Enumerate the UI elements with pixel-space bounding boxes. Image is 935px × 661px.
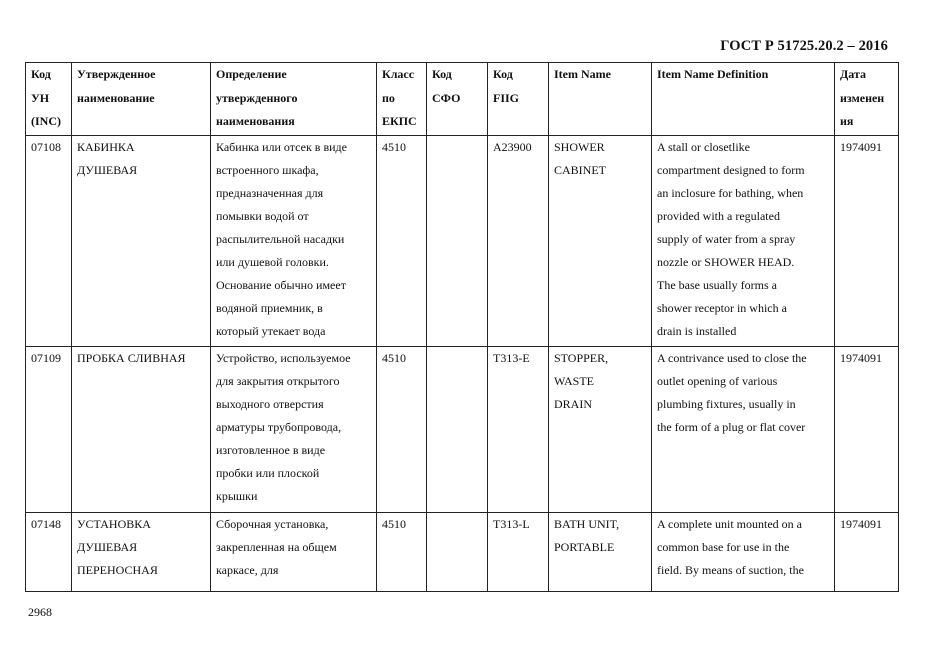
cell-line: field. By means of suction, the [657,563,804,577]
header-text [31,63,67,134]
header-line: Утвержденное [77,67,156,81]
header-line: FIIG [493,90,520,105]
cell-line: 1974091 [840,351,882,365]
inc-cell [26,347,72,513]
document-header: ГОСТ Р 51725.20.2 – 2016 [720,38,888,54]
header-text [77,63,206,110]
header-line: утвержденного [216,90,298,105]
table-row [26,136,899,347]
cell-line: помывки водой от [216,209,309,223]
header-line: ЕКПС [382,114,417,128]
cell-line: предназначенная для [216,186,324,200]
sfo-code-cell [427,347,488,513]
cell-line: УСТАНОВКА [77,517,151,531]
cell-line: outlet opening of various [657,374,778,388]
header-line: Код [31,67,51,81]
item-name-cell [549,513,652,592]
header-line: изменен [840,90,885,105]
header-line: Код [493,67,513,81]
fiig-code-cell [488,136,549,347]
cell-line: nozzle or SHOWER HEAD. [657,255,795,269]
approved-name-cell [72,136,211,347]
col-header-name-definition-ru [211,63,377,136]
header-line: Item Name Definition [657,67,769,81]
cell-line: 1974091 [840,140,882,154]
header-line: Код [432,67,452,81]
cell-line: A stall or closetlike [657,140,750,154]
cell-line: КАБИНКА [77,140,135,154]
sfo-code-cell [427,513,488,592]
table-row [26,513,899,592]
cell-line: водяной приемник, в [216,301,323,315]
cell-line: 07148 [31,517,61,531]
cell-line: A complete unit mounted on a [657,517,802,531]
header-line: наименование [77,90,155,105]
header-text [657,63,830,87]
change-date-cell [835,513,899,592]
change-date-cell [835,136,899,347]
item-name-definition-cell [652,136,835,347]
table-row [26,347,899,513]
cell-line: A23900 [493,140,532,154]
cell-line: T313-L [493,517,530,531]
cell-line: the form of a plug or flat cover [657,420,806,434]
cell-line: an inclosure for bathing, when [657,186,804,200]
cell-line: BATH UNIT, [554,517,620,531]
name-definition-ru-cell [211,136,377,347]
col-header-fiig-code [488,63,549,136]
cell-line: Основание обычно имеет [216,278,346,292]
header-line: Определение [216,67,287,81]
col-header-item-name-definition [652,63,835,136]
cell-line: DRAIN [554,397,592,411]
name-definition-ru-cell [211,513,377,592]
inc-cell [26,513,72,592]
fiig-code-cell [488,513,549,592]
page-number: 2968 [28,605,52,619]
cell-line: 07108 [31,140,61,154]
cell-line: 1974091 [840,517,882,531]
header-text [840,63,894,134]
col-header-inc [26,63,72,136]
change-date-cell [835,347,899,513]
col-header-ekps-class [377,63,427,136]
header-line: УН [31,90,50,105]
col-header-change-date [835,63,899,136]
cell-line: ПРОБКА СЛИВНАЯ [77,351,186,365]
name-definition-ru-cell [211,347,377,513]
header-text [432,63,483,110]
cell-line: common base for use in the [657,540,790,554]
ekps-class-cell [377,513,427,592]
table-header-row [26,63,899,136]
cell-line: арматуры трубопровода, [216,420,342,434]
cell-line: ДУШЕВАЯ [77,540,138,554]
cell-line: shower receptor in which a [657,301,787,315]
cell-line: встроенного шкафа, [216,163,319,177]
cell-line: 4510 [382,140,406,154]
cell-line: 07109 [31,351,61,365]
col-header-item-name [549,63,652,136]
cell-line: распылительной насадки [216,232,345,246]
inc-cell [26,136,72,347]
header-line: Item Name [554,67,611,81]
item-name-definition-cell [652,347,835,513]
cell-line: ДУШЕВАЯ [77,163,138,177]
item-name-definition-cell [652,513,835,592]
cell-line: PORTABLE [554,540,615,554]
cell-line: или душевой головки. [216,255,329,269]
cell-line: закрепленная на общем [216,540,337,554]
ekps-class-cell [377,347,427,513]
cell-line: каркасе, для [216,563,279,577]
header-line: (INC) [31,114,61,128]
cell-line: ПЕРЕНОСНАЯ [77,563,158,577]
cell-line: WASTE [554,374,594,388]
cell-line: 4510 [382,351,406,365]
cell-line: Кабинка или отсек в виде [216,140,347,154]
approved-name-cell [72,513,211,592]
cell-line: CABINET [554,163,606,177]
cell-line: The base usually forms a [657,278,777,292]
cell-line: plumbing fixtures, usually in [657,397,796,411]
cell-line: Сборочная установка, [216,517,329,531]
cell-line: SHOWER [554,140,605,154]
cell-line: изготовленное в виде [216,443,326,457]
header-line: по [382,90,395,105]
cell-line: который утекает вода [216,324,326,338]
cell-line: для закрытия открытого [216,374,340,388]
cell-line: пробки или плоской [216,466,320,480]
ekps-class-cell [377,136,427,347]
col-header-sfo-code [427,63,488,136]
cell-line: STOPPER, [554,351,609,365]
cell-line: крышки [216,489,258,503]
item-name-cell [549,347,652,513]
fiig-code-cell [488,347,549,513]
header-line: ия [840,114,854,128]
cell-line: compartment designed to form [657,163,805,177]
cell-line: выходного отверстия [216,397,324,411]
header-text [493,63,544,110]
col-header-approved-name [72,63,211,136]
nomenclature-table [25,62,899,592]
cell-line: Устройство, используемое [216,351,351,365]
cell-line: T313-E [493,351,530,365]
cell-line: A contrivance used to close the [657,351,807,365]
cell-line: 4510 [382,517,406,531]
sfo-code-cell [427,136,488,347]
header-line: Дата [840,67,866,81]
item-name-cell [549,136,652,347]
cell-line: drain is installed [657,324,737,338]
header-text [382,63,422,134]
header-line: Класс [382,67,415,81]
cell-line: provided with a regulated [657,209,780,223]
header-text [554,63,647,87]
header-line: СФО [432,90,461,105]
cell-line: supply of water from a spray [657,232,796,246]
approved-name-cell [72,347,211,513]
header-line: наименования [216,114,295,128]
header-text [216,63,372,134]
